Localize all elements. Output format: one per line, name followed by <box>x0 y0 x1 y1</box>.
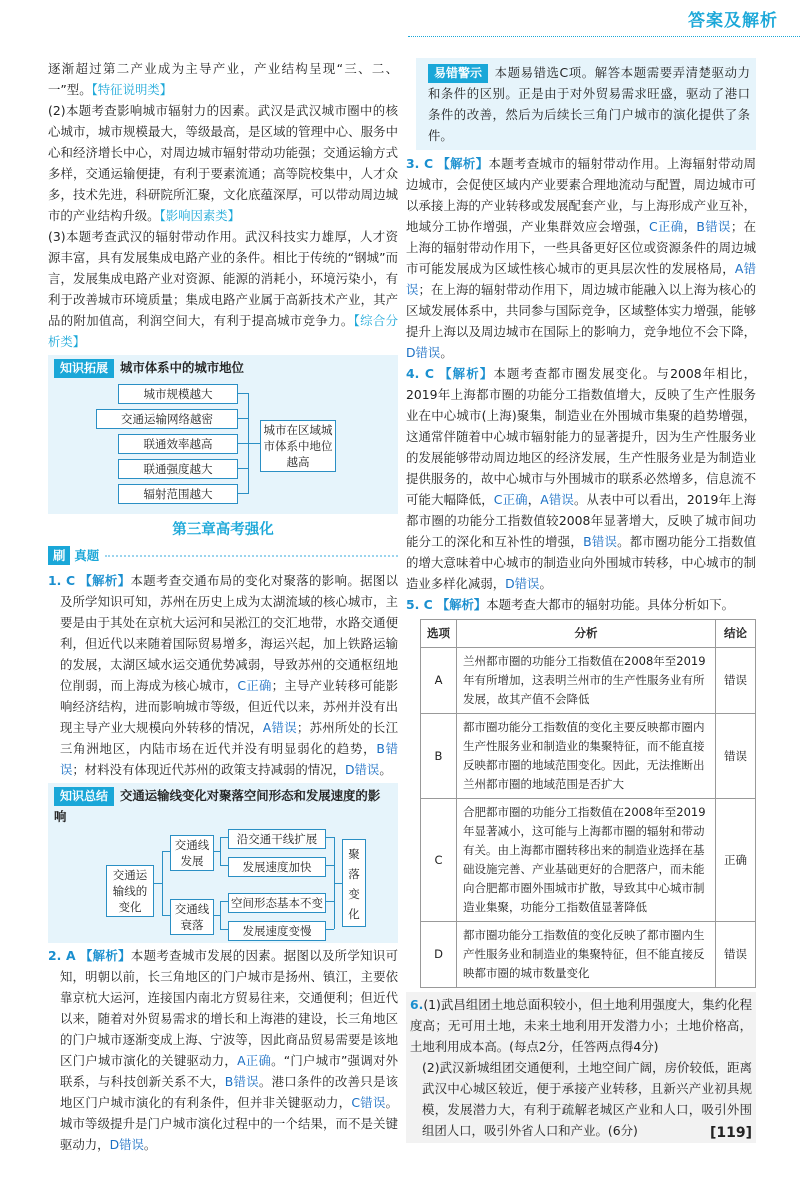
zhenti-header <box>48 545 398 566</box>
paragraph: (2)本题考查影响城市辐射力的因素。武汉是武汉城市圈中的核心城市，城市规模最大，等级最高，是区域的管理中心、服务中心和经济增长中心，对周边城市辐射带动功能强；交通运输方式多样，交通运输便捷，有利于要素流通；高等院校集中，人才众多，技术先进，科研院所汇聚，文化底蕴深厚，可以带动周边城市的产业结构升级。【影响因素类】 <box>48 103 398 223</box>
table-header-row <box>421 620 756 648</box>
transport-settlement-diagram <box>54 827 392 939</box>
diagram-node: 联通强度越大 <box>118 459 238 479</box>
answer-q1: 1. C 【解析】本题考查交通布局的变化对聚落的影响。据图以及所学知识可知，苏州在历史上成为太湖流域的核心城市，主要是由于其处在京杭大运河和吴淞江的交汇地带，水路交通便利，但近代以来随着国际贸易增多，海运兴起，加上铁路运输的发展，太湖区域水运交通优势减弱，导致苏州的交通枢纽地位削弱，而上海成为核心城市，C正确；主导产业转移可能影响经济结构，进而影响城市等级，但近代以来，苏州并没有出现主导产业大规模向外转移的情况，A错误；苏州所处的长江三角洲地区，内陆市场在近代并没有明显弱化的趋势，B错误；材料没有体现近代苏州的政策支持减弱的情况，D错误。 <box>48 573 399 777</box>
diagram-root-node: 交通运输线的变化 <box>106 865 154 917</box>
diagram-node: 城市规模越大 <box>118 384 238 404</box>
city-status-diagram <box>54 378 392 510</box>
box-label: 知识拓展 <box>54 359 114 378</box>
dotted-divider <box>105 555 398 557</box>
table-row: A 兰州都市圈的功能分工指数值在2008年至2019年有所增加，这表明兰州市的生产性服务业有所发展，故其产值不会降低 错误 <box>421 648 756 714</box>
zhenti-icon: 刷 <box>48 546 70 565</box>
diagram-node: 发展速度变慢 <box>228 921 326 941</box>
table-row: B 都市圈功能分工指数值的变化主要反映都市圈内生产性服务业和制造业的集聚特征，而不能直接反映都市圈的地域范围变化。因此，无法推断出兰州都市圈的地域范围是否扩大 错误 <box>421 714 756 799</box>
section-title: 第三章高考强化 <box>172 522 274 538</box>
diagram-node: 联通效率越高 <box>118 434 238 454</box>
diagram-node: 交通线衰落 <box>170 899 214 935</box>
header-divider <box>408 36 800 37</box>
knowledge-box-expand <box>48 355 398 514</box>
diagram-result-node: 聚落变化 <box>342 839 366 927</box>
paragraph: (3)本题考查武汉的辐射带动作用。武汉科技实力雄厚，人才资源丰富，具有发展集成电路产业的条件。相比于传统的“钢城”而言，发展集成电路产业对资源、能源的消耗小，环境污染小，有利于改善城市环境质量；集成电路产业属于高新技术产业，其产品的附加值高，利润空间大，有利于提高城市竞争力。【综合分析类】 <box>48 229 398 349</box>
box-label: 易错警示 <box>428 64 488 83</box>
box-title: 交通运输线变化对聚落空间形态和发展速度的影响 <box>54 788 381 824</box>
table-header-cell: 结论 <box>716 620 756 648</box>
paragraph: 逐渐超过第二产业成为主导产业，产业结构呈现“三、二、一”型。【特征说明类】 <box>48 61 398 97</box>
knowledge-box-summary <box>48 783 398 943</box>
page-number: [119] <box>709 1125 752 1141</box>
diagram-node: 辐射范围越大 <box>118 484 238 504</box>
box-label: 知识总结 <box>54 787 114 806</box>
diagram-result-node: 城市在区域城市体系中地位越高 <box>260 420 336 472</box>
diagram-node: 交通运输网络越密 <box>96 409 238 429</box>
table-header-cell: 选项 <box>421 620 457 648</box>
left-column <box>48 58 398 1155</box>
zhenti-label: 真题 <box>74 548 100 563</box>
warning-text: 本题易错选C项。解答本题需要弄清楚驱动力和条件的区别。正是由于对外贸易需求旺盛，驱动了港口条件的改善，然后为后续长三角门户城市的演化提供了条件。 <box>428 65 750 143</box>
answer-q6: 6.(1)武昌组团土地总面积较小，但土地利用强度大，集约化程度高；无可用土地，未来土地利用开发潜力小；土地价格高，土地利用成本高。(每点2分，任答两点得4分) (2)武汉新城组团交通便利，土地空间广阔，房价较低，距离武汉中心城区较近，便于承接产业转移，且新兴产业初具规模，发展潜力大，有利于疏解老城区产业和人口，吸引外围组团人口，吸引外省人口和产业。(6分) <box>406 992 756 1143</box>
answer-q3: 3. C 【解析】本题考查城市的辐射带动作用。上海辐射带动周边城市，会促使区域内产业要素合理地流动与配置，周边城市可以承接上海的产业转移或发展配套产业，与上海形成产业互补，地域分工协作增强，产业集群效应会增强，C正确，B错误；在上海的辐射带动作用下，一些具备更好区位或资源条件的周边城市可能发展成为区域性核心城市的更具层次性的发展格局，A错误；在上海的辐射带动作用下，周边城市能融入以上海为核心的区域发展体系中，共同参与国际竞争，区域整体实力增强，能够提升上海以及周边城市在国际上的影响力，竞争地位不会下降，D错误。 <box>406 156 757 360</box>
table-row: D 都市圈功能分工指数值的变化反映了都市圈内生产性服务业和制造业的集聚特征，但不能直接反映都市圈的城市数量变化 错误 <box>421 922 756 988</box>
right-column <box>406 58 756 1143</box>
table-row: C 合肥都市圈的功能分工指数值在2008年至2019年显著减小，这可能与上海都市圈的辐射和带动有关。由上海都市圈转移出来的制造业选择在基础设施完善、产业基础更好的合肥落户，而未能向合肥都市圈外围城市扩散，导致其中心城市制造业集聚，功能分工指数值显著降低 正确 <box>421 799 756 922</box>
header-title: 答案及解析 <box>688 11 778 31</box>
answer-q5: 5. C 【解析】本题考查大都市的辐射功能。具体分析如下。 <box>406 597 735 612</box>
answer-q2: 2. A 【解析】本题考查城市发展的因素。据图以及所学知识可知，明朝以前，长三角地区的门户城市是扬州、镇江，主要依靠京杭大运河，连接国内南北方贸易往来，交通便利；但近代以来，随着对外贸易需求的增长和上海港的建设，长三角地区的门户城市逐渐变成上海、宁波等，因此商品贸易需要是该地区门户城市演化的关键驱动力，A正确。“门户城市”强调对外联系，与科技创新关系不大，B错误。港口条件的改善只是该地区门户城市演化的有利条件，但并非关键驱动力，C错误。城市等级提升是门户城市演化过程中的一个结果，而不是关键驱动力，D错误。 <box>48 948 399 1152</box>
table-header-cell: 分析 <box>457 620 716 648</box>
diagram-node: 空间形态基本不变 <box>228 893 326 913</box>
analysis-table <box>420 619 756 988</box>
diagram-node: 沿交通干线扩展 <box>228 829 326 849</box>
diagram-node: 发展速度加快 <box>228 857 326 877</box>
answer-q4: 4. C 【解析】本题考查都市圈发展变化。与2008年相比，2019年上海都市圈的功能分工指数值增大，反映了生产性服务业在中心城市(上海)聚集，制造业在外围城市集聚的趋势增强，这通常伴随着中心城市辐射能力的显著提升，因为生产性服务业的发展能够带动周边地区的经济发展，生产性服务业是为制造业提供服务的，故中心城市与外围城市的联系必然增多，信息流不可能大幅降低，C正确，A错误。从表中可以看出，2019年上海都市圈的功能分工指数值较2008年显著增大，反映了城市间功能分工的深化和互补性的增强，B错误。都市圈功能分工指数值的增大意味着中心城市的制造业向外围城市转移，中心城市的制造业多样化减弱，D错误。 <box>406 366 757 591</box>
warning-box <box>416 58 756 150</box>
box-title: 城市体系中的城市地位 <box>120 360 244 375</box>
diagram-node: 交通线发展 <box>170 835 214 871</box>
